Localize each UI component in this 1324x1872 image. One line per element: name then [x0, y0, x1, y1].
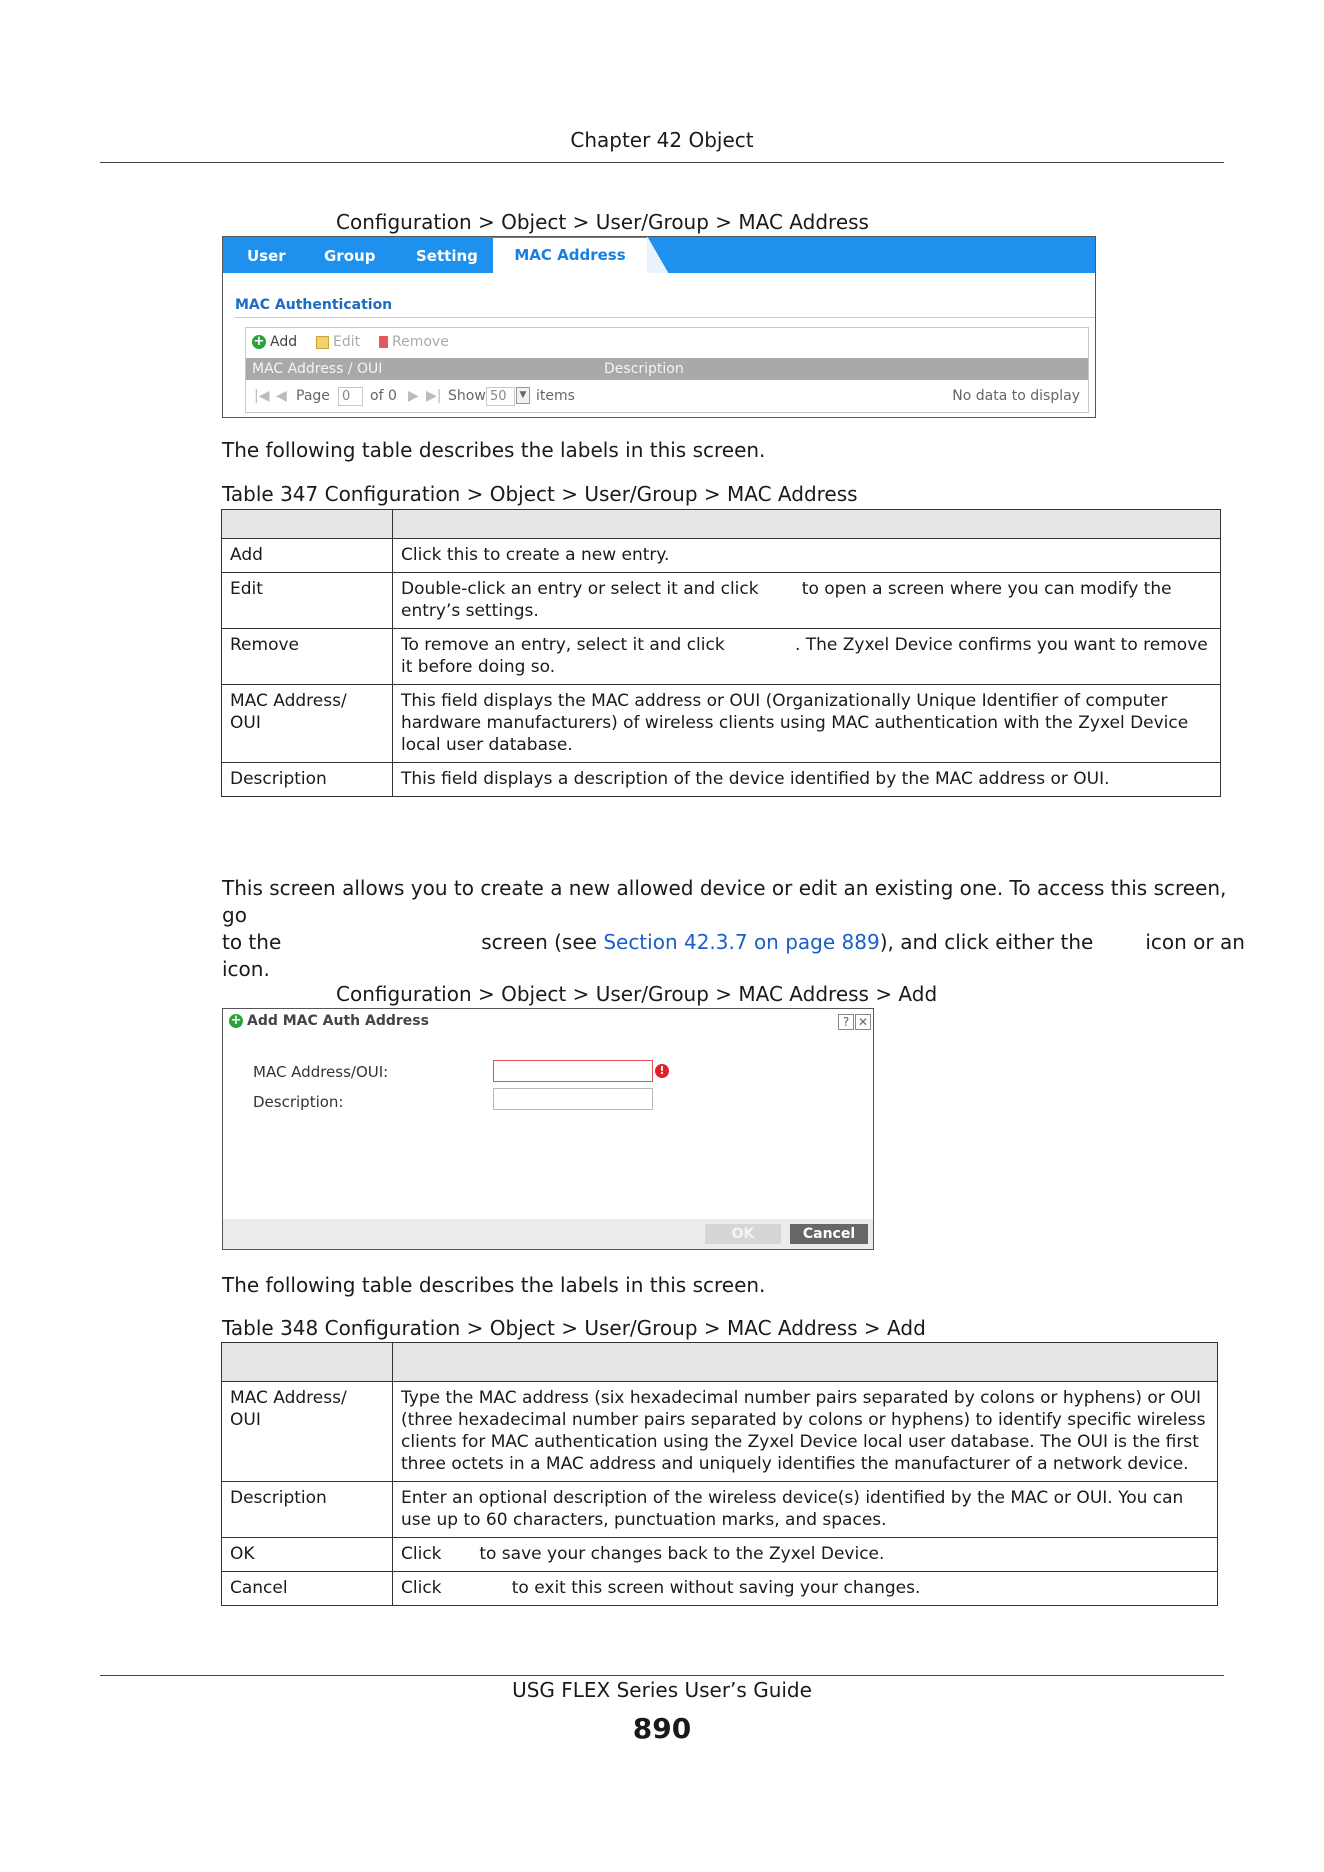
row-label: MAC Address/ OUI: [222, 685, 393, 763]
row-label: Description: [222, 763, 393, 797]
row-description: Click this to create a new entry.: [393, 539, 1221, 573]
paragraph-text: to the: [222, 930, 282, 954]
row-label: Description: [222, 1482, 393, 1538]
table-row: [222, 1572, 1218, 1606]
close-icon[interactable]: ✕: [855, 1014, 871, 1030]
row-label: Cancel: [222, 1572, 393, 1606]
remove-label: Remove: [392, 334, 449, 350]
row-description: To remove an entry, select it and click . The Zyxel Device confirms you want to remove it before doing so.: [393, 629, 1221, 685]
row-label: MAC Address/ OUI: [222, 1382, 393, 1482]
table-header-row: [222, 510, 1221, 539]
empty-status: No data to display: [952, 388, 1080, 404]
intro-text: The following table describes the labels in this screen.: [222, 1273, 766, 1297]
figure-caption: Configuration > Object > User/Group > MAC Address: [336, 210, 869, 234]
table-row: [222, 629, 1221, 685]
error-icon: !: [655, 1064, 669, 1078]
guide-title: USG FLEX Series User’s Guide: [512, 1678, 812, 1702]
dialog-title-text: Add MAC Auth Address: [247, 1013, 429, 1029]
chapter-title: Chapter 42 Object: [570, 128, 754, 152]
body-paragraph: [222, 875, 1245, 983]
table-caption: Table 348 Configuration > Object > User/Group > MAC Address > Add: [222, 1316, 926, 1340]
row-label: Remove: [222, 629, 393, 685]
pager: [246, 384, 1088, 408]
dialog-title: [229, 1013, 429, 1029]
edit-button[interactable]: [316, 334, 360, 350]
row-description: Click to save your changes back to the Zyxel Device.: [393, 1538, 1218, 1572]
footer-divider: [100, 1675, 1224, 1676]
add-mac-dialog-screenshot: [222, 1008, 874, 1250]
next-page-icon[interactable]: ▶: [408, 388, 419, 404]
dialog-footer: [223, 1219, 873, 1249]
help-icon[interactable]: ?: [838, 1014, 854, 1030]
cancel-button[interactable]: Cancel: [790, 1224, 868, 1244]
tab-user[interactable]: User: [247, 247, 286, 265]
tab-setting[interactable]: Setting: [416, 247, 478, 265]
row-label: OK: [222, 1538, 393, 1572]
page-number: 890: [632, 1712, 692, 1745]
paragraph-line: This screen allows you to create a new allowed device or edit an existing one. To access this screen, go: [222, 876, 1227, 927]
page-label: Page: [296, 388, 330, 404]
edit-icon: [316, 336, 329, 349]
row-description: This field displays a description of the device identified by the MAC address or OUI.: [393, 763, 1221, 797]
table-row: [222, 573, 1221, 629]
column-description[interactable]: Description: [604, 361, 684, 377]
add-button[interactable]: [252, 334, 297, 350]
paragraph-text: ), and click either the: [879, 930, 1094, 954]
row-label: Edit: [222, 573, 393, 629]
items-label: items: [536, 388, 575, 404]
paragraph-text: screen (see: [481, 930, 597, 954]
ok-button[interactable]: OK: [705, 1224, 781, 1244]
add-label: Add: [270, 334, 298, 350]
mac-list-panel: [245, 327, 1089, 413]
tab-mac-address[interactable]: MAC Address: [493, 238, 647, 273]
mac-field-label: MAC Address/OUI:: [253, 1063, 389, 1081]
mac-address-input[interactable]: [493, 1060, 653, 1082]
section-divider: [235, 317, 1095, 318]
remove-button[interactable]: [379, 334, 449, 350]
tab-bar: [223, 237, 1095, 273]
section-title: MAC Authentication: [235, 297, 393, 313]
page-input[interactable]: 0: [338, 387, 363, 406]
last-page-icon[interactable]: ▶|: [426, 388, 442, 404]
table-row: [222, 685, 1221, 763]
page-size-select[interactable]: 50: [486, 387, 515, 406]
table-row: [222, 1538, 1218, 1572]
table-caption: Table 347 Configuration > Object > User/Group > MAC Address: [222, 482, 858, 506]
column-mac-address[interactable]: MAC Address / OUI: [252, 361, 383, 377]
paragraph-text: icon or an: [1145, 930, 1245, 954]
paragraph-line: icon.: [222, 957, 270, 981]
tab-group[interactable]: Group: [324, 247, 376, 265]
row-description: Type the MAC address (six hexadecimal number pairs separated by colons or hyphens) or OUI (three hexadecimal number pairs separated by colons or hyphens) to identify specific wireless clients for MAC authentication using the Zyxel Device local user database. The OUI is the first three octets in a MAC address and uniquely identifies the manufacturer of a network device.: [393, 1382, 1218, 1482]
label-table-348: [221, 1342, 1218, 1606]
table-row: [222, 1382, 1218, 1482]
paragraph-line: [222, 929, 1245, 956]
edit-label: Edit: [333, 334, 361, 350]
description-input[interactable]: [493, 1088, 653, 1110]
table-row: [222, 539, 1221, 573]
header-divider: [100, 162, 1224, 163]
table-header: [246, 358, 1088, 380]
row-description: Double-click an entry or select it and click to open a screen where you can modify the entry’s settings.: [393, 573, 1221, 629]
chevron-down-icon[interactable]: ▼: [516, 387, 530, 404]
row-description: Enter an optional description of the wireless device(s) identified by the MAC or OUI. You can use up to 60 characters, punctuation marks, and spaces.: [393, 1482, 1218, 1538]
plus-icon: +: [230, 1013, 242, 1028]
row-label: Add: [222, 539, 393, 573]
dialog-controls: [837, 1014, 871, 1030]
table-row: [222, 763, 1221, 797]
table-header-row: [222, 1343, 1218, 1382]
prev-page-icon[interactable]: ◀: [276, 388, 287, 404]
row-description: Click to exit this screen without saving your changes.: [393, 1572, 1218, 1606]
table-row: [222, 1482, 1218, 1538]
page-count: of 0: [370, 388, 397, 404]
mac-address-screenshot: [222, 236, 1096, 418]
plus-icon: +: [253, 334, 265, 349]
tab-divider: [647, 237, 669, 273]
section-link[interactable]: Section 42.3.7 on page 889: [603, 930, 880, 954]
row-description: This field displays the MAC address or OUI (Organizationally Unique Identifier of computer hardware manufacturers) of wireless clients using MAC authentication with the Zyxel Device local user database.: [393, 685, 1221, 763]
description-field-label: Description:: [253, 1093, 344, 1111]
label-table-347: [221, 509, 1221, 797]
first-page-icon[interactable]: |◀: [254, 388, 270, 404]
figure-caption: Configuration > Object > User/Group > MAC Address > Add: [336, 982, 938, 1006]
intro-text: The following table describes the labels in this screen.: [222, 438, 766, 462]
trash-icon: [379, 336, 388, 348]
show-label: Show: [448, 388, 486, 404]
